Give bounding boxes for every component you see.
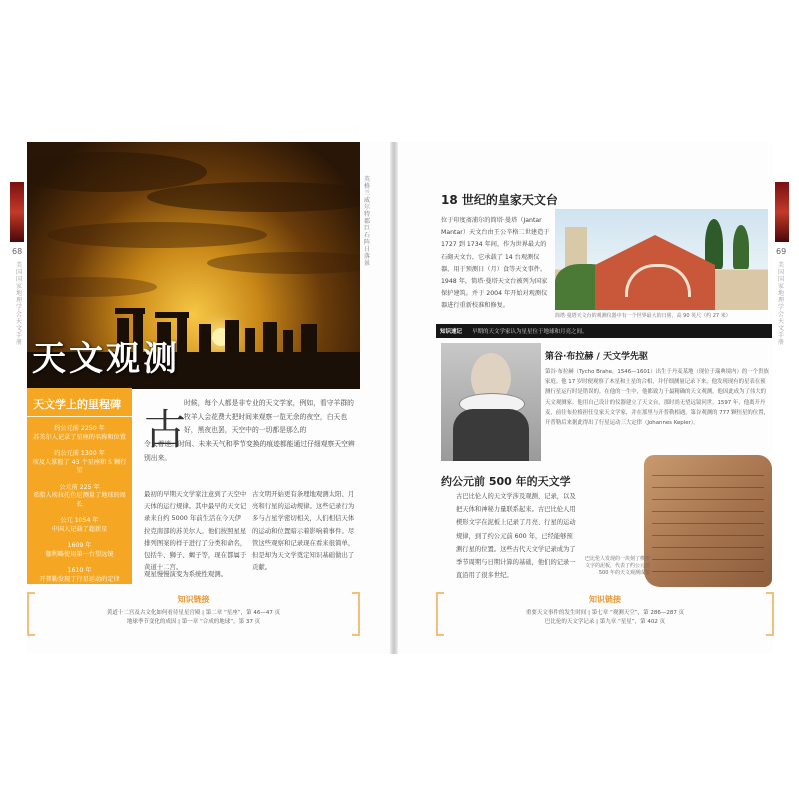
- babylon-heading: 约公元前 500 年的天文学: [441, 475, 571, 488]
- knowledge-link-right: [436, 592, 774, 634]
- jantar-mantar-caption: 简塔·曼塔天文台的观测仪器中有一个世界最大的日晷，高 90 英尺（约 27 米）: [555, 313, 731, 319]
- knowledge-bar-text: 早期的天文学家认为星星位于地球和月亮之间。: [472, 329, 588, 335]
- left-chapter-tab: [10, 182, 24, 242]
- milestone-text: 开普勒发现了行星运动的定律: [39, 575, 120, 583]
- milestone-year: 公元 1054 年: [60, 517, 99, 524]
- milestone-year: 约公元前 2250 年: [54, 425, 105, 432]
- portrait-body: [453, 409, 529, 461]
- background-building: [565, 227, 587, 267]
- right-chapter-tab: [775, 182, 789, 242]
- milestone-text: 希腊人埃拉托色尼测量了地球的周长: [33, 492, 126, 508]
- milestone-text: 苏美尔人记录了星座的名称和位置: [33, 433, 126, 441]
- page-number-right: 69: [776, 247, 787, 256]
- tablet-caption: 巴比伦人发现的一块刻了楔形文字的泥板，代表了约公元前 500 年的天文观测成果: [584, 556, 650, 576]
- jantar-mantar-heading: 18 世纪的皇家天文台: [441, 193, 558, 207]
- knowledge-bar-label: 知识速记: [440, 329, 463, 335]
- knowledge-link-title: 知识链接: [589, 595, 621, 604]
- side-running-head-right: 美国国家地理学会天文手册: [778, 262, 785, 346]
- milestone-text: 埃及人掌握了 43 个星座和 5 颗行星: [32, 458, 127, 474]
- knowledge-link-line: 黄道十二宫及古文化如何看待星星宫殿 | 第二章 “星座”，第 46—47 页: [106, 610, 281, 616]
- milestone-year: 公元前 225 年: [59, 483, 100, 491]
- book-gutter: [390, 142, 398, 654]
- milestone-item: [31, 567, 128, 584]
- knowledge-link-line: 地球季节变化的成因 | 第一章 “合成的地球”，第 37 页: [126, 619, 261, 625]
- milestone-item: [31, 484, 128, 510]
- milestone-item: [31, 517, 128, 534]
- milestone-text: 中国人记载了超新星: [51, 525, 108, 533]
- knowledge-link-left: [27, 592, 360, 634]
- tycho-brahe-text: 第谷·布拉赫（Tycho Brahe，1546—1601）出生于丹麦某地（现位于瑞典境内）的一个贵族家庭。他 17 岁时便观察了木星和土星的合相，并仔细测量记录下来，他发现现有的星表在预测行星运行时是错误的。在他的一生中，他都致力于最精确的天文观测，他因此成为了伟大的天文观测家。他用自己设计的仪器建立了天文台，那时尚无望远镜问世。1597 年，他离开丹麦，前往布拉格担任皇家天文学家，并在那里与开普勒相遇，第谷观测的 777 颗恒星的位置，开普勒后来据此得出了行星运动三大定律（Johannes Kepler）。: [545, 369, 769, 427]
- milestones-title: 天文学上的里程碑: [27, 388, 132, 417]
- milestone-item: [31, 450, 128, 476]
- knowledge-bar: [436, 324, 772, 338]
- knowledge-link-line: 重要天文事件的发生时间 | 第七章 “观测天空”，第 286—287 页: [525, 610, 685, 616]
- milestone-item: [31, 425, 128, 442]
- knowledge-link-line: 巴比伦的天文学记录 | 第九章 “星星”，第 402 页: [544, 619, 666, 625]
- intro-paragraph-rest: 令人着迷。时间、未来天气和季节变换的痕迹都能通过仔细观察天空辨别出来。: [144, 440, 355, 462]
- page-title: 天文观测: [32, 339, 180, 379]
- jantar-mantar-photo: [555, 209, 768, 310]
- page-number-left: 68: [12, 247, 23, 256]
- milestone-year: 约公元前 1300 年: [54, 450, 105, 457]
- side-running-head-left: 美国国家地理学会天文手册: [16, 262, 23, 346]
- photo-caption-vertical: 英格兰威尔特郡巨石阵日落景: [364, 176, 371, 267]
- drop-cap: 古: [144, 405, 187, 454]
- milestones-box: [27, 388, 132, 584]
- body-column-a: 最初的早期天文学家注意到了天空中天体的运行规律。其中最早的天文记录来自约 5000 年前生活在今天伊拉克南部的苏美尔人。他们按照星星排列图案的样子进行了分类和命名，包括牛、狮子、蝎子等，现在都属于黄道十二宫。: [144, 490, 247, 572]
- body-column-b: 古文明开始更有条理地观测太阳、月亮和行星的运动规律。这些记录行为多与占星学密切相关，人们相信天体的运动和位置暗示着影响着事件。尽管这些观察和记录现在看来很简单，但是却为天文学奠定知识基础做出了贡献。: [252, 490, 355, 572]
- palm-tree: [733, 225, 749, 269]
- cuneiform-tablet-image: [644, 455, 772, 587]
- babylon-text: 古巴比伦人的天文学涉及观测、记录，以及把天体和神秘力量联系起来。古巴比伦人用楔形文字在泥板上记录了月亮、行星的运动规律，到了约公元前 600 年，已经能够预测行星的位置。这些古代天文学记录成为了季节周期与日期计算的基础，他们的记录一直沿用了很多世纪。: [456, 493, 576, 580]
- tycho-brahe-portrait: [441, 343, 541, 461]
- jantar-mantar-text: 位于印度斋浦尔的简塔·曼塔（Jantar Mantar）天文台由王公辛格二世建造于 1727 到 1734 年间，作为世界最大的石砌天文台，它承载了 14 台观测仪器，用于预测日（月）食等天文事件。1948 年，简塔·曼塔天文台被列为国家保护建筑。并于 2004 年开始对观测仪器进行重新校准和修复。: [441, 217, 550, 310]
- body-column-a-last: 观星慢慢演变为系统性观测。: [144, 570, 228, 578]
- intro-paragraph-first: 时候，每个人都是非专业的天文学家，例如，看守羊群的牧羊人会花费大把时间来观察一览无余的夜空，白天也好，黑夜也罢，天空中的一切都是那么的: [184, 399, 354, 434]
- knowledge-link-title: 知识链接: [177, 595, 210, 604]
- milestone-text: 伽利略使用第一台望远镜: [45, 550, 114, 558]
- milestone-item: [31, 542, 128, 559]
- milestone-year: 1609 年: [67, 542, 92, 549]
- milestone-year: 1610 年: [67, 567, 92, 574]
- tycho-brahe-heading: 第谷·布拉赫 / 天文学先驱: [545, 352, 648, 362]
